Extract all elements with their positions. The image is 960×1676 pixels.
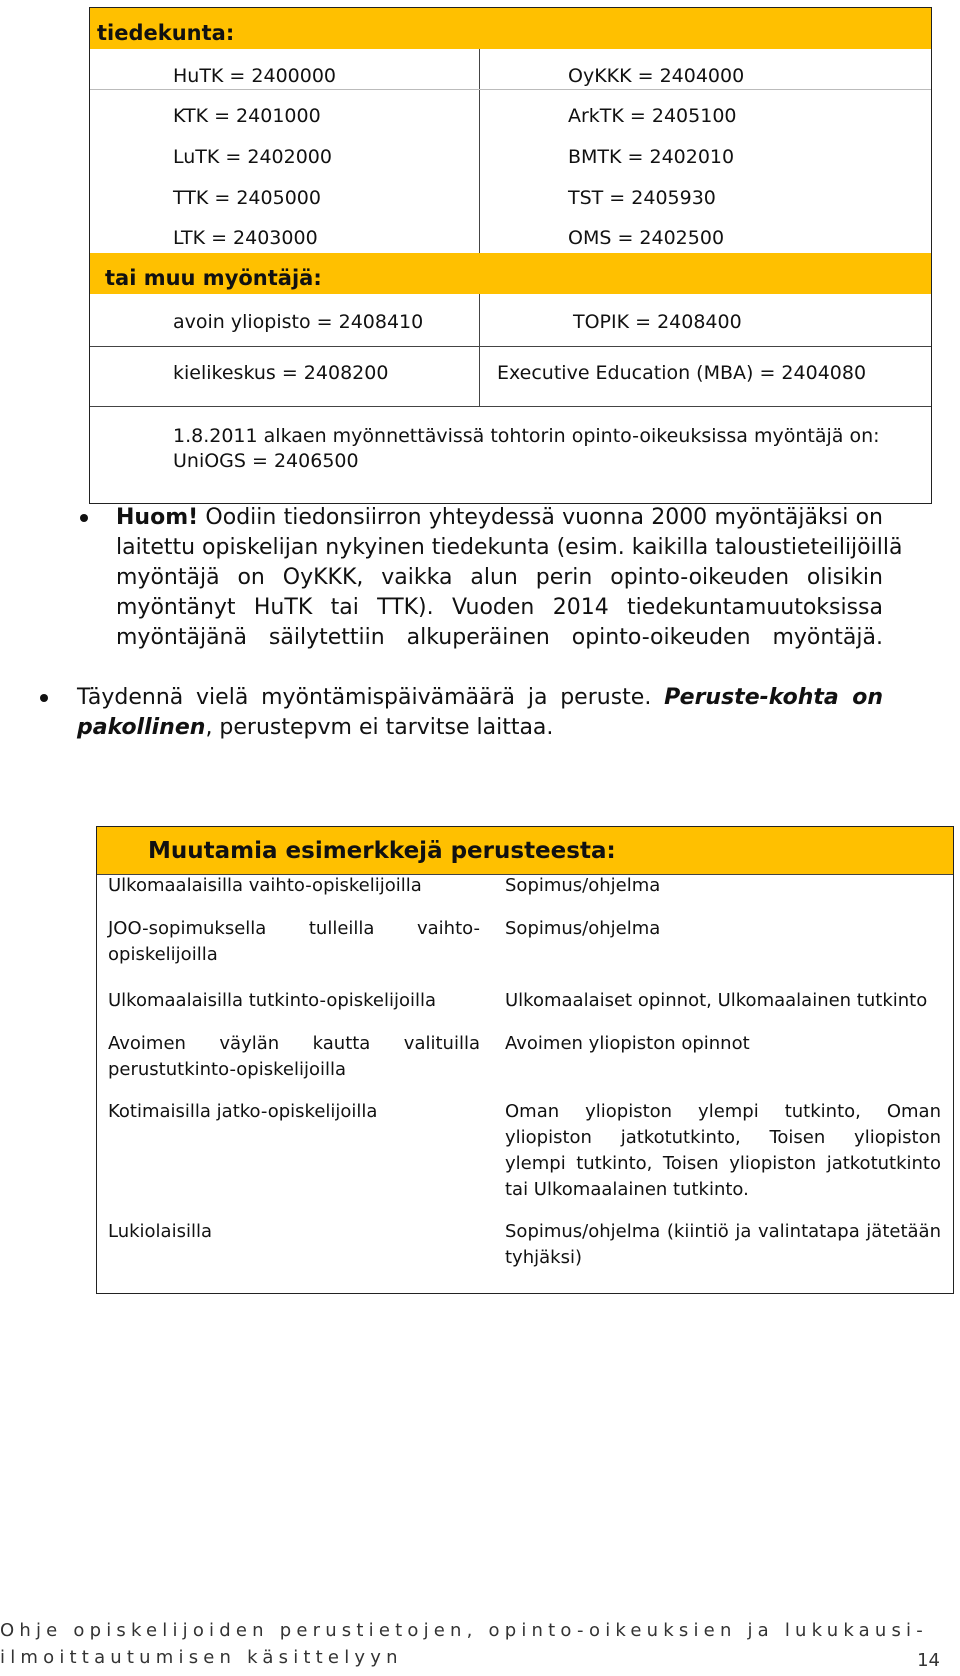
footer-title-line: ilmoittautumisen käsittelyyn <box>0 1647 403 1668</box>
grantor-code: avoin yliopisto = 2408410 <box>173 311 424 333</box>
huom-line: laitettu opiskelijan nykyinen tiedekunta (esim. kaikilla taloustieteilijöillä <box>116 535 903 560</box>
row-divider <box>90 346 931 347</box>
faculty-code: OyKKK = 2404000 <box>568 65 745 87</box>
fill-text: , perustepvm ei tarvitse laittaa. <box>205 715 554 740</box>
doctoral-note-line: 1.8.2011 alkaen myönnettävissä tohtorin opinto-oikeuksissa myöntäjä on: <box>173 425 880 447</box>
row-divider <box>90 406 931 407</box>
example-group: JOO-sopimuksella tulleilla vaihto- opiskelijoilla <box>108 918 480 965</box>
huom-text: Oodiin tiedonsiirron yhteydessä vuonna 2000 myöntäjäksi on <box>198 505 883 530</box>
example-basis: Avoimen yliopiston opinnot <box>505 1033 750 1054</box>
huom-line: myöntäjänä säilytettiin alkuperäinen opinto-oikeuden myöntäjä. <box>116 625 883 650</box>
example-basis: Sopimus/ohjelma <box>505 918 661 939</box>
examples-header: Muutamia esimerkkejä perusteesta: <box>148 838 616 864</box>
row-divider <box>90 89 931 90</box>
faculty-code: ArkTK = 2405100 <box>568 105 737 127</box>
grantor-code: Executive Education (MBA) = 2404080 <box>497 362 867 384</box>
huom-lead: Huom! <box>116 505 199 530</box>
faculty-code: LTK = 2403000 <box>173 227 318 249</box>
faculty-code: BMTK = 2402010 <box>568 146 735 168</box>
doctoral-note-line: UniOGS = 2406500 <box>173 450 359 472</box>
example-basis: Sopimus/ohjelma <box>505 875 661 896</box>
faculty-header: tiedekunta: <box>97 21 235 45</box>
page-number: 14 <box>917 1650 940 1671</box>
example-group: Ulkomaalaisilla vaihto-opiskelijoilla <box>108 875 422 896</box>
faculty-code: LuTK = 2402000 <box>173 146 332 168</box>
footer-title-line: Ohje opiskelijoiden perustietojen, opinto-oikeuksien ja lukukausi- <box>0 1620 928 1641</box>
example-group: Ulkomaalaisilla tutkinto-opiskelijoilla <box>108 990 437 1011</box>
column-divider <box>479 49 480 406</box>
example-group: Avoimen väylän kautta valituilla perustutkinto-opiskelijoilla <box>108 1033 480 1080</box>
bullet-icon <box>80 514 88 522</box>
example-group: Kotimaisilla jatko-opiskelijoilla <box>108 1101 378 1122</box>
grantor-code: TOPIK = 2408400 <box>573 311 742 333</box>
faculty-code: TTK = 2405000 <box>173 187 321 209</box>
faculty-code: HuTK = 2400000 <box>173 65 337 87</box>
other-grantor-header: tai muu myöntäjä: <box>105 266 322 290</box>
fill-instruction-line <box>77 682 883 714</box>
faculty-code: TST = 2405930 <box>568 187 716 209</box>
huom-line: myöntäjä on OyKKK, vaikka alun perin opinto-oikeuden olisikin <box>116 565 883 590</box>
example-basis: Sopimus/ohjelma (kiintiö ja valintatapa jätetään tyhjäksi) <box>505 1221 941 1268</box>
fill-instruction-line <box>77 712 883 744</box>
mandatory-note: Peruste-kohta on <box>664 685 883 710</box>
example-basis: Ulkomaalaiset opinnot, Ulkomaalainen tutkinto <box>505 990 928 1011</box>
grantor-code: kielikeskus = 2408200 <box>173 362 389 384</box>
example-group: Lukiolaisilla <box>108 1221 213 1242</box>
huom-line: myöntänyt HuTK tai TTK). Vuoden 2014 tiedekuntamuutoksissa <box>116 595 883 620</box>
faculty-code: KTK = 2401000 <box>173 105 321 127</box>
bullet-icon <box>40 694 48 702</box>
fill-text: Täydennä vielä myöntämispäivämäärä ja peruste. <box>77 685 652 710</box>
faculty-code: OMS = 2402500 <box>568 227 725 249</box>
mandatory-note: pakollinen <box>77 715 206 740</box>
page-footer <box>0 1620 960 1674</box>
huom-line <box>116 502 883 534</box>
example-basis: Oman yliopiston ylempi tutkinto, Oman yliopiston jatkotutkinto, Toisen yliopiston ylempi tutkinto, Toisen yliopiston jatkotutkinto tai Ulkomaalainen tutkinto. <box>505 1101 941 1200</box>
